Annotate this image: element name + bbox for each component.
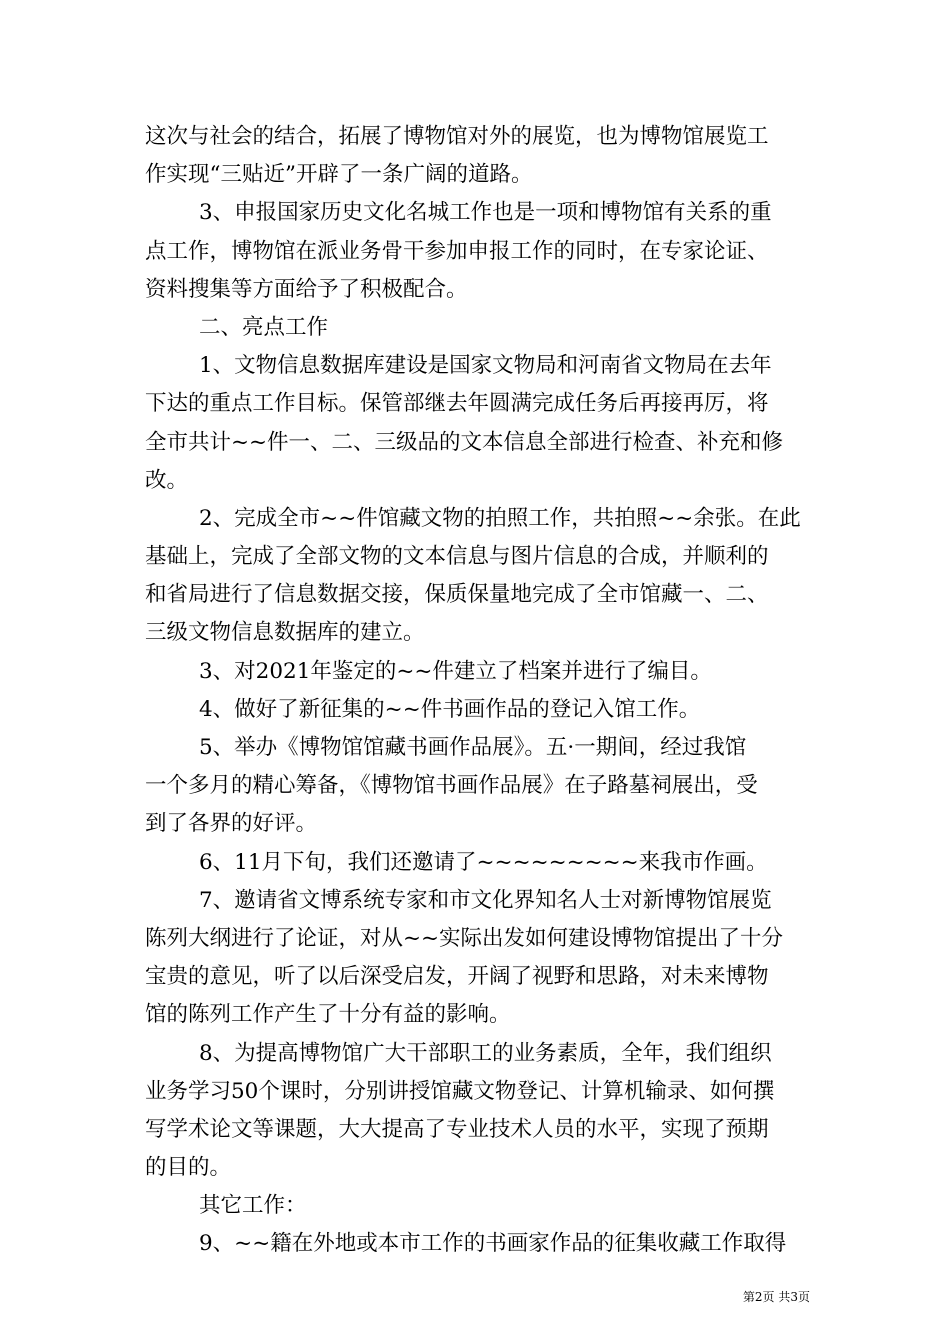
text-line: 7、邀请省文博系统专家和市文化界知名人士对新博物馆展览 bbox=[199, 887, 772, 913]
text-line: 一个多月的精心筹备，《博物馆书画作品展》在子路墓祠展出，受 bbox=[145, 773, 758, 799]
text-line: 和省局进行了信息数据交接，保质保量地完成了全市馆藏一、二、 bbox=[145, 582, 769, 608]
text-line: 基础上，完成了全部文物的文本信息与图片信息的合成，并顺利的 bbox=[145, 544, 769, 570]
text-line: 馆的陈列工作产生了十分有益的影响。 bbox=[145, 1002, 511, 1028]
section-heading: 其它工作： bbox=[199, 1193, 307, 1219]
text-line: 6、11月下旬，我们还邀请了~~~~~~~~~来我市作画。 bbox=[199, 849, 768, 875]
text-line: 这次与社会的结合，拓展了博物馆对外的展览，也为博物馆展览工 bbox=[145, 124, 769, 149]
text-line: 资料搜集等方面给予了积极配合。 bbox=[145, 276, 468, 302]
text-line: 2、完成全市~~件馆藏文物的拍照工作，共拍照~~余张。在此 bbox=[199, 505, 801, 531]
text-line: 8、为提高博物馆广大干部职工的业务素质，全年，我们组织 bbox=[199, 1040, 772, 1066]
page-number: 第2页 共3页 bbox=[742, 1290, 810, 1304]
text-line: 下达的重点工作目标。保管部继去年圆满完成任务后再接再厉，将 bbox=[145, 391, 769, 417]
text-line: 写学术论文等课题，大大提高了专业技术人员的水平，实现了预期 bbox=[145, 1116, 769, 1142]
text-line: 到了各界的好评。 bbox=[145, 811, 318, 837]
text-line: 的目的。 bbox=[145, 1155, 232, 1181]
text-line: 改。 bbox=[145, 467, 189, 493]
text-line: 3、对2021年鉴定的~~件建立了档案并进行了编目。 bbox=[199, 658, 712, 684]
text-line: 陈列大纲进行了论证，对从~~实际出发如何建设博物馆提出了十分 bbox=[145, 925, 784, 951]
text-line: 宝贵的意见，听了以后深受启发，开阔了视野和思路，对未来博物 bbox=[145, 964, 769, 990]
section-heading: 二、亮点工作 bbox=[199, 314, 329, 340]
text-line: 1、文物信息数据库建设是国家文物局和河南省文物局在去年 bbox=[199, 353, 772, 379]
text-line: 三级文物信息数据库的建立。 bbox=[145, 620, 425, 646]
document-body bbox=[145, 118, 805, 1264]
text-line: 9、~~籍在外地或本市工作的书画家作品的征集收藏工作取得 bbox=[199, 1231, 787, 1257]
text-line: 3、申报国家历史文化名城工作也是一项和博物馆有关系的重 bbox=[199, 200, 772, 226]
text-line: 点工作，博物馆在派业务骨干参加申报工作的同时，在专家论证、 bbox=[145, 238, 769, 264]
text-line: 4、做好了新征集的~~件书画作品的登记入馆工作。 bbox=[199, 696, 701, 722]
text-line: 业务学习50个课时，分别讲授馆藏文物登记、计算机输录、如何撰 bbox=[145, 1078, 775, 1104]
text-line: 全市共计~~件一、二、三级品的文本信息全部进行检查、补充和修 bbox=[145, 429, 784, 455]
text-line: 5、举办《博物馆馆藏书画作品展》。五·一期间，经过我馆 bbox=[199, 735, 747, 760]
text-line: 作实现“三贴近”开辟了一条广阔的道路。 bbox=[145, 162, 533, 188]
